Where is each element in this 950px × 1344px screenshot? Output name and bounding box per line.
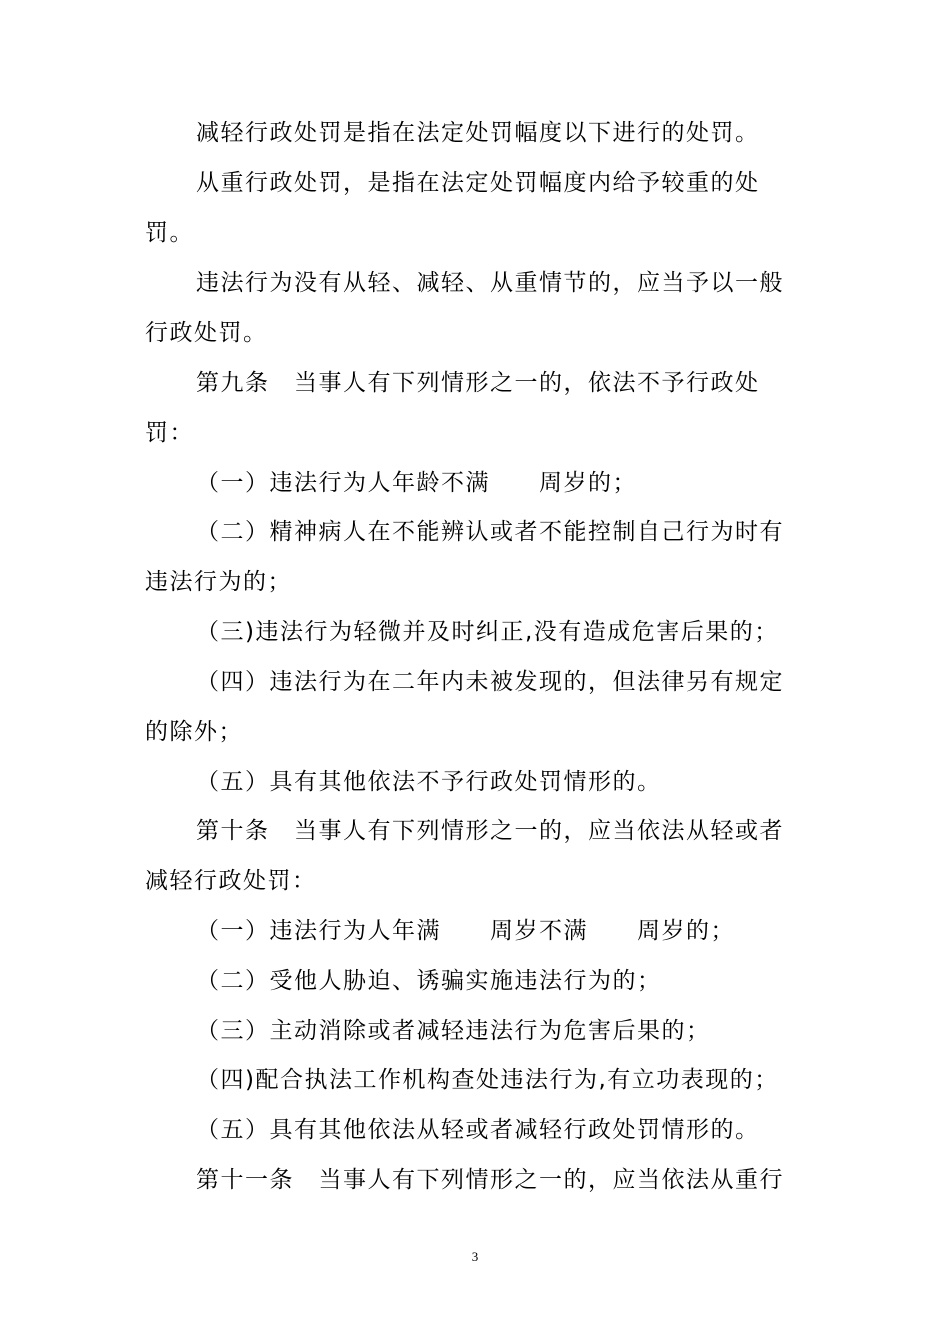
text-line: 第九条 当事人有下列情形之一的，依法不予行政处: [196, 370, 760, 396]
text-line: 减轻行政处罚：: [145, 868, 317, 894]
text-line: （三)违法行为轻微并及时纠正,没有造成危害后果的；: [196, 619, 779, 645]
text-line: 减轻行政处罚是指在法定处罚幅度以下进行的处罚。: [196, 120, 760, 146]
text-line: （二）受他人胁迫、诱骗实施违法行为的；: [196, 968, 662, 994]
text-line: 违法行为没有从轻、减轻、从重情节的，应当予以一般: [196, 270, 784, 296]
text-line: 从重行政处罚，是指在法定处罚幅度内给予较重的处: [196, 170, 760, 196]
text-line: 的除外；: [145, 719, 243, 745]
text-line: （一）违法行为人年龄不满 周岁的；: [196, 470, 637, 496]
text-line: （四）违法行为在二年内未被发现的，但法律另有规定: [196, 669, 784, 695]
text-line: （五）具有其他依法不予行政处罚情形的。: [196, 769, 662, 795]
text-line: 行政处罚。: [145, 320, 268, 346]
text-line: （五）具有其他依法从轻或者减轻行政处罚情形的。: [196, 1117, 760, 1143]
text-line: 第十条 当事人有下列情形之一的，应当依法从轻或者: [196, 818, 784, 844]
text-line: 违法行为的；: [145, 569, 292, 595]
text-line: 罚。: [145, 220, 194, 246]
text-line: （三）主动消除或者减轻违法行为危害后果的；: [196, 1018, 711, 1044]
text-line: （一）违法行为人年满 周岁不满 周岁的；: [196, 918, 735, 944]
text-line: （四)配合执法工作机构查处违法行为,有立功表现的；: [196, 1067, 779, 1093]
text-line: 第十一条 当事人有下列情形之一的，应当依法从重行: [196, 1167, 784, 1193]
text-line: （二）精神病人在不能辨认或者不能控制自己行为时有: [196, 519, 784, 545]
page-number: 3: [471, 1249, 479, 1264]
text-line: 罚：: [145, 420, 194, 446]
